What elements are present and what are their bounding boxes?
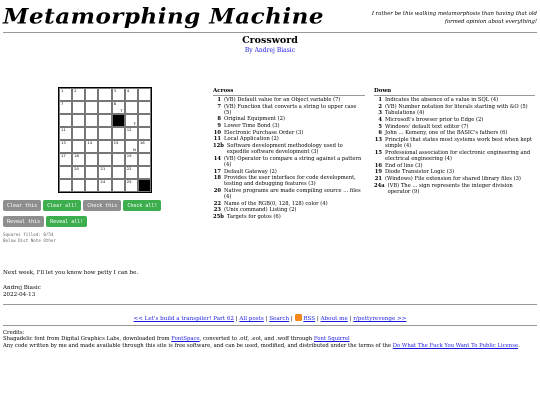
clear-all-button[interactable]: Clear all! [43,200,81,211]
grid-cell[interactable] [59,140,72,153]
cell-number: 25 [126,179,132,184]
next-post-link[interactable]: r/pettyrevenge >> [353,316,407,322]
clue-number: 18 [213,175,221,182]
crossword-status [3,232,56,243]
grid-cell[interactable] [59,153,72,166]
clue-number: 17 [213,168,221,175]
down-clue[interactable] [374,150,535,162]
clue-number: 23 [213,207,221,214]
prev-post-link[interactable]: << Let's build a transpiler! Part 62 [133,316,234,322]
grid-cell-black [138,179,151,192]
grid-cell[interactable] [125,179,138,192]
grid-cell[interactable] [125,166,138,179]
clue-number: 21 [374,175,382,182]
post-date: 2022-04-13 [3,292,36,298]
grid-cell[interactable] [125,153,138,166]
grid-cell[interactable] [85,127,98,140]
clue-text: Principle that states most systems work best when kept simple (4) [385,137,532,150]
grid-cell[interactable] [59,88,72,101]
grid-cell[interactable] [72,166,85,179]
grid-cell[interactable] [112,166,125,179]
across-clue[interactable] [213,207,365,213]
clue-number: 4 [378,117,382,124]
across-clue[interactable] [213,123,365,129]
clue-text: Lower Time Bond (3) [224,123,280,130]
grid-cell[interactable] [125,127,138,140]
post-navigation [0,314,540,322]
author-link[interactable]: By Andrej Biasic [244,47,296,54]
crossword-controls-row-1 [3,200,161,211]
credits-heading: Credits: [3,330,25,336]
cell-number: 22 [126,166,132,171]
clue-number: 22 [213,200,221,207]
across-clue[interactable] [213,188,365,200]
clue-text: Local Application (2) [224,136,279,143]
cell-letter: F [133,121,136,126]
down-clue[interactable] [374,183,535,195]
grid-cell[interactable] [98,127,111,140]
grid-cell[interactable] [98,153,111,166]
clue-number: 2 [378,103,382,110]
grid-cell[interactable] [98,166,111,179]
clue-text: (VB) Function that converts a string to upper case (5) [224,103,357,116]
across-clue[interactable] [213,143,365,155]
cell-number: 17 [61,153,66,158]
nav-separator: | [349,316,352,322]
rss-link[interactable]: RSS [303,316,316,322]
grid-cell[interactable] [98,88,111,101]
down-clue[interactable] [374,163,535,169]
clue-text: (VB) The ... sign represents the integer division operator (9) [387,182,513,195]
rss-icon[interactable] [295,314,302,321]
grid-cell[interactable] [125,101,138,114]
grid-cell[interactable] [125,140,138,153]
grid-cell[interactable] [72,153,85,166]
clue-number: 10 [213,129,221,136]
grid-cell[interactable] [98,101,111,114]
wtfpl-link[interactable]: Do What The Fuck You Want To Public License [392,342,519,349]
clue-number: 14 [213,155,221,162]
grid-cell[interactable] [98,140,111,153]
down-clue[interactable] [374,97,535,103]
reveal-this-button[interactable]: Reveal this [3,216,44,227]
grid-cell[interactable] [112,127,125,140]
clue-number: 5 [378,123,382,130]
site-tagline: I rather be this walking metamorphosis than having that old formed opinion about everything! [371,11,537,25]
post-author: Andrej Biasic [3,285,41,291]
cell-number: 11 [61,127,66,132]
clue-text: Software development methodology used to expedite software development (3) [226,143,343,156]
grid-cell[interactable] [85,179,98,192]
clue-text: Indicates the absence of a value in SQL (4) [385,97,499,103]
grid-cell[interactable] [125,88,138,101]
grid-cell[interactable] [85,166,98,179]
all-posts-link[interactable]: All posts [239,316,264,322]
post-title: Crossword [242,35,298,46]
post-byline [0,47,540,54]
cell-number: 20 [74,166,79,171]
cell-letter: T [120,108,123,113]
grid-cell-black [112,114,125,127]
clue-text: Default Gateway (2) [224,168,277,175]
crossword-controls-row-2 [3,216,87,227]
clue-text: Diode Transistor Logic (3) [385,169,455,176]
across-clue[interactable] [213,136,365,142]
header-divider [3,32,537,33]
across-clue[interactable] [213,169,365,175]
clue-text: Windows' default text editor (7) [385,123,469,130]
grid-cell[interactable] [138,166,151,179]
grid-cell[interactable] [112,101,125,114]
grid-cell[interactable] [85,153,98,166]
grid-cell[interactable] [59,179,72,192]
cell-number: 4 [126,88,130,93]
down-clue[interactable] [374,117,535,123]
cell-letter: N [133,147,136,152]
grid-cell[interactable] [72,140,85,153]
clue-number: 8 [217,116,221,123]
grid-cell[interactable] [138,88,151,101]
across-clue[interactable] [213,201,365,207]
grid-cell[interactable] [59,114,72,127]
clue-number: 6 [378,130,382,137]
grid-cell[interactable] [72,88,85,101]
cell-number: 13 [61,140,66,145]
clue-text: (VB) Default value for an Object variable (7) [224,97,341,103]
clue-text: (Windows) File extension for shared library files (3) [385,175,521,182]
down-clue[interactable] [374,124,535,130]
search-link[interactable]: Search [269,316,290,322]
grid-cell[interactable] [98,114,111,127]
clue-text: John ... Kemeny, one of the BASIC's fathers (6) [385,130,508,137]
cell-number: 15 [113,140,119,145]
license-end: . [518,342,520,349]
about-me-link[interactable]: About me [320,316,348,322]
cell-number: 21 [100,166,106,171]
grid-cell[interactable] [59,101,72,114]
grid-cell[interactable] [72,101,85,114]
nav-separator: | [265,316,268,322]
cell-number: 1 [61,88,64,93]
grid-cell[interactable] [72,127,85,140]
cell-number: 12 [126,127,132,132]
across-clues [213,88,365,221]
license-line [3,343,537,349]
clue-number: 24a [374,182,385,189]
down-clue[interactable] [374,137,535,149]
credits-section [3,330,537,349]
grid-cell[interactable] [112,153,125,166]
closing-text: Next week, I'll let you know how petty I can be. [3,270,139,276]
check-this-button[interactable]: Check this [83,200,121,211]
grid-cell[interactable] [85,140,98,153]
grid-cell[interactable] [138,140,151,153]
squares-filled-text: Squares filled: 0/54 [3,232,54,237]
cell-number: 7 [61,101,64,106]
site-title[interactable]: Metamorphing Machine [3,3,324,30]
cell-number: 14 [87,140,93,145]
across-clue[interactable] [213,116,365,122]
clue-text: Professional association for electronic engineering and electrical engineering (4) [385,149,531,162]
clue-text: Name of the RGB(0, 128, 128) color (4) [224,200,328,207]
across-clue[interactable] [213,130,365,136]
grid-cell[interactable] [112,140,125,153]
across-clue[interactable] [213,104,365,116]
grid-cell[interactable] [85,101,98,114]
clue-text: Targets for gotos (6) [226,213,281,220]
grid-cell[interactable] [125,114,138,127]
clue-number: 7 [217,103,221,110]
clue-number: 19 [374,169,382,176]
footer-divider [3,304,537,305]
clue-number: 20 [213,187,221,194]
clue-number: 25b [213,213,224,220]
grid-cell[interactable] [98,179,111,192]
cell-number: 2 [74,88,77,93]
cell-number: 18 [74,153,79,158]
font-credit-text-2: , converted to .otf, .eot, and .woff through [199,336,314,343]
clue-number: 12b [213,143,224,150]
cell-legend-text: Below Dist Note Other [3,237,56,243]
clue-text: End of line (3) [385,162,423,169]
clue-text: Electronic Purchase Order (3) [224,129,304,136]
across-clue[interactable] [213,175,365,187]
clue-number: 9 [217,123,221,130]
grid-cell[interactable] [85,88,98,101]
cell-number: 24 [100,179,106,184]
clue-text: (Unix command) Listing (2) [224,207,297,214]
clue-text: Tabulations (4) [385,110,425,117]
grid-cell[interactable] [59,166,72,179]
font-squirrel-link[interactable]: Font Squirrel [313,336,350,343]
cell-number: 3 [113,88,116,93]
grid-cell[interactable] [138,101,151,114]
down-clue[interactable] [374,110,535,116]
across-clue[interactable] [213,97,365,103]
cell-number: 19 [126,153,132,158]
check-all-button[interactable]: Check all! [123,200,161,211]
cell-number: 16 [139,140,145,145]
grid-cell[interactable] [72,179,85,192]
clue-number: 15 [374,149,382,156]
nav-separator: | [316,316,319,322]
clue-text: Microsoft's browser prior to Edge (2) [385,117,484,124]
clue-number: 3 [378,110,382,117]
clear-this-button[interactable]: Clear this [3,200,41,211]
clue-text: (VB) Number notation for literals starting with &O (5) [385,103,528,110]
nav-separator: | [290,316,293,322]
clue-text: (VB) Operator to compare a string against a pattern (4) [224,155,362,168]
down-clue[interactable] [374,176,535,182]
fontspace-link[interactable]: FontSpace [171,336,200,343]
down-clue[interactable] [374,130,535,136]
nav-separator: | [235,316,238,322]
down-heading: Down [374,88,535,96]
across-heading: Across [213,88,365,96]
across-clue[interactable] [213,214,365,220]
crossword-grid[interactable] [58,87,152,193]
clue-text: Original Equipment (2) [224,116,285,123]
down-clue[interactable] [374,169,535,175]
clue-number: 11 [213,136,221,143]
grid-cell[interactable] [112,179,125,192]
grid-cell[interactable] [59,127,72,140]
grid-cell[interactable] [72,114,85,127]
clue-number: 16 [374,162,382,169]
down-clue[interactable] [374,104,535,110]
clue-text: Provides the user interface for code development, testing and debugging features (3) [224,175,356,188]
license-text: Any code written by me and made available through this site is free software, and can be used, modified, and distributed under the terms of the [3,342,393,349]
grid-cell[interactable] [138,114,151,127]
cell-number: 8 [113,101,116,106]
clue-text: Native programs are made compiling source ... files (4) [224,187,361,200]
reveal-all-button[interactable]: Reveal all! [46,216,87,227]
font-credit-text: Shagadelic font from Digital Graphics Labs, downloaded from [3,336,172,343]
grid-cell[interactable] [138,127,151,140]
clue-number: 13 [374,137,382,144]
grid-cell[interactable] [112,88,125,101]
credits-divider [3,325,537,326]
grid-cell[interactable] [138,153,151,166]
clue-number: 1 [378,97,382,103]
grid-cell[interactable] [85,114,98,127]
across-clue[interactable] [213,156,365,168]
clue-number: 1 [217,97,221,103]
down-clues [374,88,535,195]
